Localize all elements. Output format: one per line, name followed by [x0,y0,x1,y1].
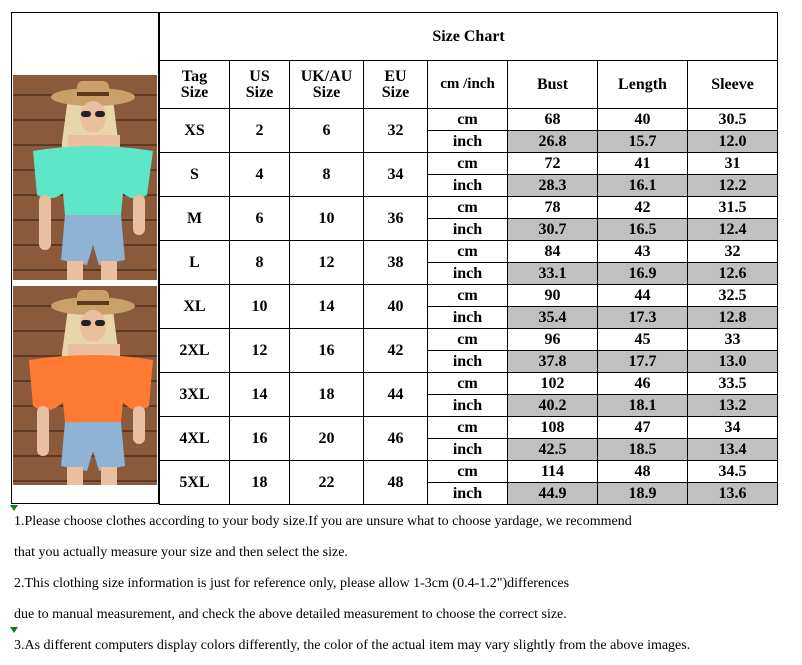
bust-inch-cell: 26.8 [508,131,598,153]
length-inch-cell: 18.9 [598,483,688,505]
table-row [160,241,778,263]
length-cm-cell: 47 [598,417,688,439]
note-line-1: 1.Please choose clothes according to your body size.If you are unsure what to choose yardage, we recommend [14,514,632,529]
tag-size-cell: XS [160,109,230,153]
table-row [160,417,778,439]
sleeve-cm-cell: 34.5 [688,461,778,483]
bust-inch-cell: 30.7 [508,219,598,241]
table-row [160,329,778,351]
us-size-cell: 14 [230,373,290,417]
us-size-cell: 10 [230,285,290,329]
unit-cell-inch: inch [428,439,508,461]
us-size-cell: 4 [230,153,290,197]
eu-size-cell: 34 [364,153,428,197]
sleeve-cm-cell: 33 [688,329,778,351]
table-row [160,285,778,307]
unit-cell-cm: cm [428,153,508,175]
note-line-4: due to manual measurement, and check the above detailed measurement to choose the correct size. [14,607,567,622]
length-inch-cell: 18.5 [598,439,688,461]
unit-cell-inch: inch [428,395,508,417]
model-orange-top-photo [13,286,157,485]
sleeve-inch-cell: 13.2 [688,395,778,417]
table-row [160,109,778,131]
note-line-3: 2.This clothing size information is just for reference only, please allow 1-3cm (0.4-1.2")differences [14,576,570,591]
unit-cell-cm: cm [428,109,508,131]
unit-cell-cm: cm [428,461,508,483]
sleeve-inch-cell: 13.0 [688,351,778,373]
table-row [160,461,778,483]
table-row [160,153,778,175]
tag-size-cell: M [160,197,230,241]
bust-inch-cell: 33.1 [508,263,598,285]
bust-inch-cell: 44.9 [508,483,598,505]
sleeve-inch-cell: 12.8 [688,307,778,329]
sleeve-cm-cell: 34 [688,417,778,439]
header-length: Length [598,61,688,109]
unit-cell-cm: cm [428,241,508,263]
unit-cell-inch: inch [428,263,508,285]
bust-cm-cell: 84 [508,241,598,263]
note-line-2: that you actually measure your size and then select the size. [14,545,348,560]
unit-cell-cm: cm [428,285,508,307]
length-inch-cell: 18.1 [598,395,688,417]
length-inch-cell: 17.3 [598,307,688,329]
unit-cell-inch: inch [428,219,508,241]
eu-size-cell: 32 [364,109,428,153]
bust-cm-cell: 72 [508,153,598,175]
eu-size-cell: 46 [364,417,428,461]
unit-cell-cm: cm [428,197,508,219]
sleeve-inch-cell: 12.2 [688,175,778,197]
sleeve-cm-cell: 31 [688,153,778,175]
bust-cm-cell: 90 [508,285,598,307]
header-bust: Bust [508,61,598,109]
tag-size-cell: 4XL [160,417,230,461]
chart-title: Size Chart [160,13,778,61]
eu-size-cell: 48 [364,461,428,505]
eu-size-cell: 36 [364,197,428,241]
note-line-5: 3.As different computers display colors differently, the color of the actual item may vary slightly from the above images. [14,638,691,653]
sleeve-cm-cell: 31.5 [688,197,778,219]
ukau-size-cell: 16 [290,329,364,373]
us-size-cell: 8 [230,241,290,285]
bust-cm-cell: 78 [508,197,598,219]
sleeve-inch-cell: 12.0 [688,131,778,153]
length-cm-cell: 46 [598,373,688,395]
eu-size-cell: 42 [364,329,428,373]
ukau-size-cell: 14 [290,285,364,329]
table-row [160,197,778,219]
model-mint-top-photo [13,75,157,280]
unit-cell-inch: inch [428,307,508,329]
corner-mark-icon [10,505,18,511]
eu-size-cell: 38 [364,241,428,285]
ukau-size-cell: 6 [290,109,364,153]
sleeve-cm-cell: 33.5 [688,373,778,395]
length-inch-cell: 16.9 [598,263,688,285]
table-row [160,373,778,395]
us-size-cell: 6 [230,197,290,241]
size-rows [160,109,778,505]
tag-size-cell: 5XL [160,461,230,505]
tag-size-cell: XL [160,285,230,329]
bust-inch-cell: 37.8 [508,351,598,373]
unit-cell-cm: cm [428,329,508,351]
ukau-size-cell: 10 [290,197,364,241]
unit-cell-cm: cm [428,373,508,395]
bust-cm-cell: 114 [508,461,598,483]
header-tag-size: Tag Size [160,61,230,109]
sleeve-cm-cell: 30.5 [688,109,778,131]
header-unit: cm /inch [428,61,508,109]
header-us-size: US Size [230,61,290,109]
sleeve-inch-cell: 13.4 [688,439,778,461]
length-cm-cell: 45 [598,329,688,351]
unit-cell-inch: inch [428,483,508,505]
bust-cm-cell: 96 [508,329,598,351]
sleeve-cm-cell: 32.5 [688,285,778,307]
sleeve-cm-cell: 32 [688,241,778,263]
unit-cell-inch: inch [428,175,508,197]
unit-cell-cm: cm [428,417,508,439]
tag-size-cell: S [160,153,230,197]
bust-inch-cell: 42.5 [508,439,598,461]
photo-column [11,12,159,504]
ukau-size-cell: 8 [290,153,364,197]
bust-cm-cell: 102 [508,373,598,395]
size-chart-table [159,12,778,505]
header-ukau-size: UK/AU Size [290,61,364,109]
length-inch-cell: 17.7 [598,351,688,373]
bust-inch-cell: 35.4 [508,307,598,329]
ukau-size-cell: 18 [290,373,364,417]
length-inch-cell: 16.5 [598,219,688,241]
us-size-cell: 16 [230,417,290,461]
tag-size-cell: 2XL [160,329,230,373]
length-cm-cell: 44 [598,285,688,307]
unit-cell-inch: inch [428,131,508,153]
length-cm-cell: 41 [598,153,688,175]
unit-cell-inch: inch [428,351,508,373]
length-inch-cell: 16.1 [598,175,688,197]
ukau-size-cell: 12 [290,241,364,285]
bust-inch-cell: 28.3 [508,175,598,197]
header-sleeve: Sleeve [688,61,778,109]
sleeve-inch-cell: 12.6 [688,263,778,285]
ukau-size-cell: 22 [290,461,364,505]
us-size-cell: 12 [230,329,290,373]
length-inch-cell: 15.7 [598,131,688,153]
length-cm-cell: 48 [598,461,688,483]
bust-inch-cell: 40.2 [508,395,598,417]
bust-cm-cell: 108 [508,417,598,439]
tag-size-cell: 3XL [160,373,230,417]
sleeve-inch-cell: 13.6 [688,483,778,505]
tag-size-cell: L [160,241,230,285]
sleeve-inch-cell: 12.4 [688,219,778,241]
bust-cm-cell: 68 [508,109,598,131]
length-cm-cell: 43 [598,241,688,263]
ukau-size-cell: 20 [290,417,364,461]
us-size-cell: 2 [230,109,290,153]
header-eu-size: EU Size [364,61,428,109]
length-cm-cell: 42 [598,197,688,219]
length-cm-cell: 40 [598,109,688,131]
eu-size-cell: 44 [364,373,428,417]
us-size-cell: 18 [230,461,290,505]
corner-mark-icon [10,627,18,633]
eu-size-cell: 40 [364,285,428,329]
